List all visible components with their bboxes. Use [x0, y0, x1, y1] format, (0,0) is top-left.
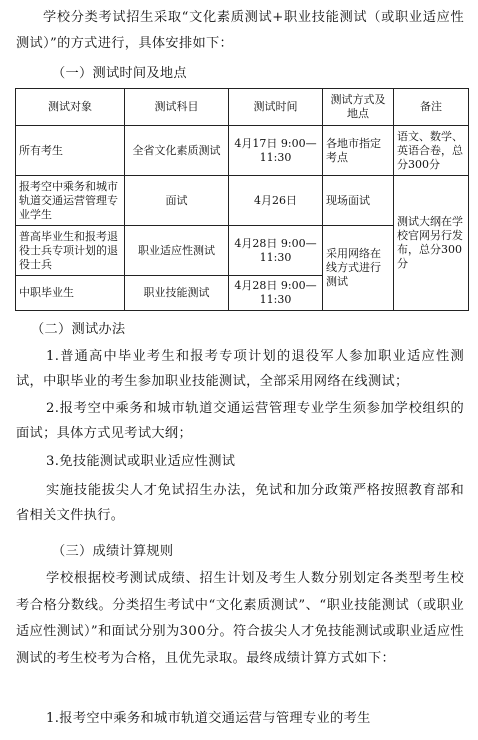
- cell-subject: 面试: [125, 176, 229, 226]
- section-title-score-rules: （三）成绩计算规则: [52, 544, 174, 559]
- header-method: 测试方式及地点: [323, 89, 394, 126]
- cell-time: 4月28日 9:00—11:30: [229, 226, 323, 276]
- cell-method: 各地市指定考点: [323, 126, 394, 176]
- method-item-1: 1.普通高中毕业考生和报考专项计划的退役军人参加职业适应性测试，中职毕业的考生参加职业技能测试，全部采用网络在线测试；: [16, 349, 464, 389]
- table-row: [16, 126, 469, 176]
- table-header-row: [16, 89, 469, 126]
- cell-note-merged: 测试大纲在学校官网另行发布，总分300分: [394, 176, 469, 311]
- score-rules-paragraph: 学校根据校考测试成绩、招生计划及考生人数分别划定各类型考生校考合格分数线。分类招生考试中“文化素质测试”、“职业技能测试（或职业适应性测试）”和面试分别为300分。符合拔尖人才免技能测试或职业适应性测试的考生校考为合格，且优先录取。最终成绩计算方式如下：: [16, 571, 464, 666]
- cell-method-merged: 采用网络在线方式进行测试: [323, 226, 394, 311]
- cell-target: 中职毕业生: [16, 276, 125, 311]
- cell-time: 4月28日 9:00—11:30: [229, 276, 323, 311]
- cell-time: 4月26日: [229, 176, 323, 226]
- cell-target: 所有考生: [16, 126, 125, 176]
- cell-target: 报考空中乘务和城市轨道交通运营管理专业学生: [16, 176, 125, 226]
- method-exemption-paragraph: 实施技能拔尖人才免试招生办法，免试和加分政策严格按照教育部和省相关文件执行。: [16, 483, 464, 523]
- header-subject: 测试科目: [125, 89, 229, 126]
- cell-note: 语文、数学、英语合卷，总分300分: [394, 126, 469, 176]
- intro-paragraph: 学校分类考试招生采取“文化素质测试+职业技能测试（或职业适应性测试）”的方式进行，具体安排如下：: [16, 10, 464, 51]
- header-time: 测试时间: [229, 89, 323, 126]
- method-item-3: 3.免技能测试或职业适应性测试: [46, 454, 236, 469]
- header-target: 测试对象: [16, 89, 125, 126]
- cell-time: 4月17日 9:00—11:30: [229, 126, 323, 176]
- method-item-2: 2.报考空中乘务和城市轨道交通运营管理专业学生须参加学校组织的面试；具体方式见考试大纲；: [16, 401, 464, 441]
- cell-target: 普高毕业生和报考退役士兵专项计划的退役士兵: [16, 226, 125, 276]
- section-title-method: （二）测试办法: [31, 322, 126, 337]
- exam-schedule-table: [15, 88, 469, 311]
- cell-subject: 全省文化素质测试: [125, 126, 229, 176]
- header-note: 备注: [394, 89, 469, 126]
- section-title-time-place: （一）测试时间及地点: [52, 66, 187, 81]
- table-row: [16, 176, 469, 226]
- score-rules-item-1: 1.报考空中乘务和城市轨道交通运营与管理专业的考生: [46, 711, 371, 726]
- cell-subject: 职业技能测试: [125, 276, 229, 311]
- cell-method: 现场面试: [323, 176, 394, 226]
- cell-subject: 职业适应性测试: [125, 226, 229, 276]
